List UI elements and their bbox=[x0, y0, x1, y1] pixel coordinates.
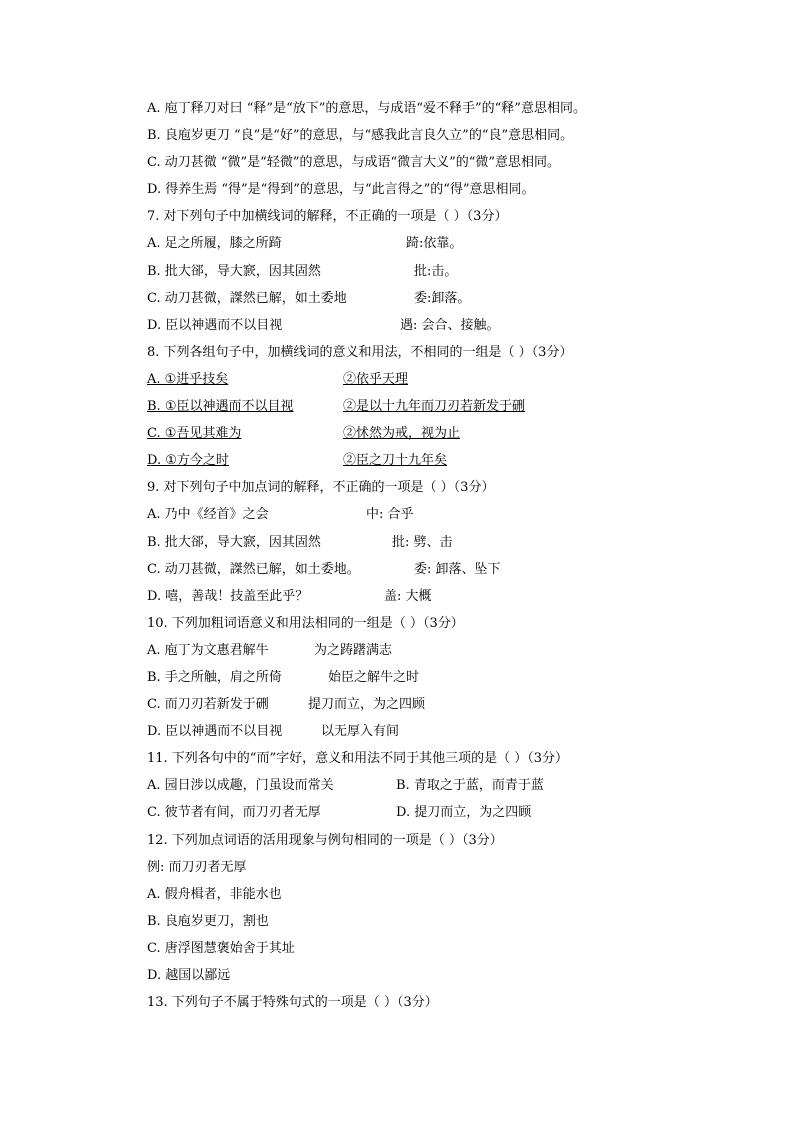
option-text: B. 青取之于蓝，而青于蓝 bbox=[396, 778, 544, 794]
option-text: D. 臣以神遇而不以目视 bbox=[147, 317, 283, 333]
option-text: A. 园日涉以成趣，门虽设而常关 bbox=[147, 778, 334, 794]
option-line bbox=[147, 583, 767, 610]
option-line bbox=[147, 962, 767, 989]
option-compare: ②依乎天理 bbox=[343, 371, 409, 387]
option-text: A. ①进乎技矣 bbox=[147, 371, 229, 387]
question-10-stem bbox=[147, 610, 767, 637]
option-line bbox=[147, 799, 767, 826]
option-line bbox=[147, 501, 767, 528]
option-text: C. 动刀甚微，謋然已解，如土委地。 bbox=[147, 561, 360, 577]
option-text: B. 批大郤，导大窾，因其固然 bbox=[147, 263, 321, 279]
option-line bbox=[147, 935, 767, 962]
option-gloss: 委:卸落。 bbox=[414, 290, 471, 306]
option-text: D. 提刀而立，为之四顾 bbox=[396, 805, 532, 821]
option-text: C. 唐浮图慧褒始舍于其址 bbox=[147, 940, 295, 956]
question-11-stem bbox=[147, 745, 767, 772]
option-gloss: 中: 合乎 bbox=[366, 507, 414, 523]
example-line bbox=[147, 854, 767, 881]
option-compare: 始臣之解牛之时 bbox=[328, 669, 420, 685]
option-text: B. 批大郤，导大窾，因其固然 bbox=[147, 534, 321, 550]
option-line bbox=[147, 691, 767, 718]
question-7-stem bbox=[147, 203, 767, 230]
question-stem-text: 8. 下列各组句子中，加横线词的意义和用法，不相同的一组是（ ）（3分） bbox=[147, 344, 573, 360]
option-line bbox=[147, 529, 767, 556]
option-gloss: 遇: 会合、接触。 bbox=[400, 317, 500, 333]
option-text: C. 而刀刃若新发于硎 bbox=[147, 697, 269, 713]
option-text: A. 乃中《经首》之会 bbox=[147, 507, 269, 523]
example-text: 例: 而刀刃者无厚 bbox=[147, 859, 247, 875]
option-line bbox=[147, 393, 767, 420]
option-gloss: 踦:依靠。 bbox=[406, 236, 463, 252]
option-text: C. 动刀甚微，謋然已解，如土委地 bbox=[147, 290, 347, 306]
option-text: B. ①臣以神遇而不以目视 bbox=[147, 399, 294, 415]
option-text: D. 越国以鄙远 bbox=[147, 968, 231, 983]
question-9-stem bbox=[147, 474, 767, 501]
option-line bbox=[147, 312, 767, 339]
option-line bbox=[147, 420, 767, 447]
option-text: A. 庖丁为文惠君解牛 bbox=[147, 642, 269, 658]
option-compare: ②臣之刀十九年矣 bbox=[343, 453, 448, 469]
question-stem-text: 9. 对下列句子中加点词的解释，不正确的一项是（ ）（3分） bbox=[147, 480, 495, 496]
question-13-stem bbox=[147, 989, 767, 1016]
option-line bbox=[147, 95, 767, 122]
option-text: A. 庖丁释刀对曰 “释”是“放下”的意思，与成语“爱不释手”的“释”意思相同。 bbox=[147, 101, 586, 116]
option-text: C. ①吾见其难为 bbox=[147, 426, 242, 442]
option-text: B. 良庖岁更刀 “良”是“好”的意思，与“感我此言良久立”的“良”意思相同。 bbox=[147, 128, 574, 144]
option-compare: 以无厚入有间 bbox=[321, 724, 400, 740]
option-line bbox=[147, 772, 767, 799]
option-text: C. 动刀甚微 “微”是“轻微”的意思，与成语“微言大义”的“微”意思相同。 bbox=[147, 155, 561, 171]
question-stem-text: 7. 对下列句子中加横线词的解释，不正确的一项是（ ）（3分） bbox=[147, 209, 508, 225]
option-line bbox=[147, 637, 767, 664]
option-compare: 提刀而立，为之四顾 bbox=[308, 697, 426, 713]
option-line bbox=[147, 149, 767, 176]
option-line bbox=[147, 122, 767, 149]
option-gloss: 批:击。 bbox=[414, 263, 458, 279]
option-gloss: 批: 劈、击 bbox=[392, 534, 453, 550]
question-8-stem bbox=[147, 339, 767, 366]
option-text: B. 手之所触，肩之所倚 bbox=[147, 669, 282, 685]
option-line bbox=[147, 230, 767, 257]
option-text: A. 足之所履，膝之所踦 bbox=[147, 236, 282, 252]
option-line bbox=[147, 718, 767, 745]
option-gloss: 委: 卸落、坠下 bbox=[414, 561, 501, 577]
option-compare: ②是以十九年而刀刃若新发于硎 bbox=[343, 399, 526, 415]
option-line bbox=[147, 664, 767, 691]
option-line bbox=[147, 908, 767, 935]
option-line bbox=[147, 447, 767, 474]
option-text: D. 臣以神遇而不以目视 bbox=[147, 724, 283, 740]
question-stem-text: 11. 下列各句中的“而”字好，意义和用法不同于其他三项的是（ ）（3分） bbox=[147, 751, 569, 767]
option-gloss: 盖: 大概 bbox=[384, 588, 432, 604]
option-line bbox=[147, 258, 767, 285]
option-text: D. ①方今之时 bbox=[147, 453, 229, 469]
question-stem-text: 13. 下列句子不属于特殊句式的一项是（ ）（3分） bbox=[147, 995, 438, 1011]
question-stem-text: 12. 下列加点词语的活用现象与例句相同的一项是（ ）（3分） bbox=[147, 832, 503, 848]
option-compare: ②怵然为戒，视为止 bbox=[343, 426, 461, 442]
option-text: D. 嘻，善哉！技盖至此乎？ bbox=[147, 588, 309, 604]
option-line bbox=[147, 285, 767, 312]
option-text: C. 彼节者有间，而刀刃者无厚 bbox=[147, 805, 321, 821]
option-line bbox=[147, 881, 767, 908]
option-line bbox=[147, 176, 767, 203]
option-line bbox=[147, 556, 767, 583]
option-text: D. 得养生焉 “得”是“得到”的意思，与“此言得之”的“得”意思相同。 bbox=[147, 182, 535, 198]
option-text: B. 良庖岁更刀，割也 bbox=[147, 913, 269, 929]
question-12-stem bbox=[147, 827, 767, 854]
option-line bbox=[147, 366, 767, 393]
question-text bbox=[147, 95, 767, 1016]
option-compare: 为之踌躇满志 bbox=[314, 642, 393, 658]
option-text: A. 假舟楫者，非能水也 bbox=[147, 886, 282, 902]
question-stem-text: 10. 下列加粗词语意义和用法相同的一组是（ ）（3分） bbox=[147, 615, 464, 631]
